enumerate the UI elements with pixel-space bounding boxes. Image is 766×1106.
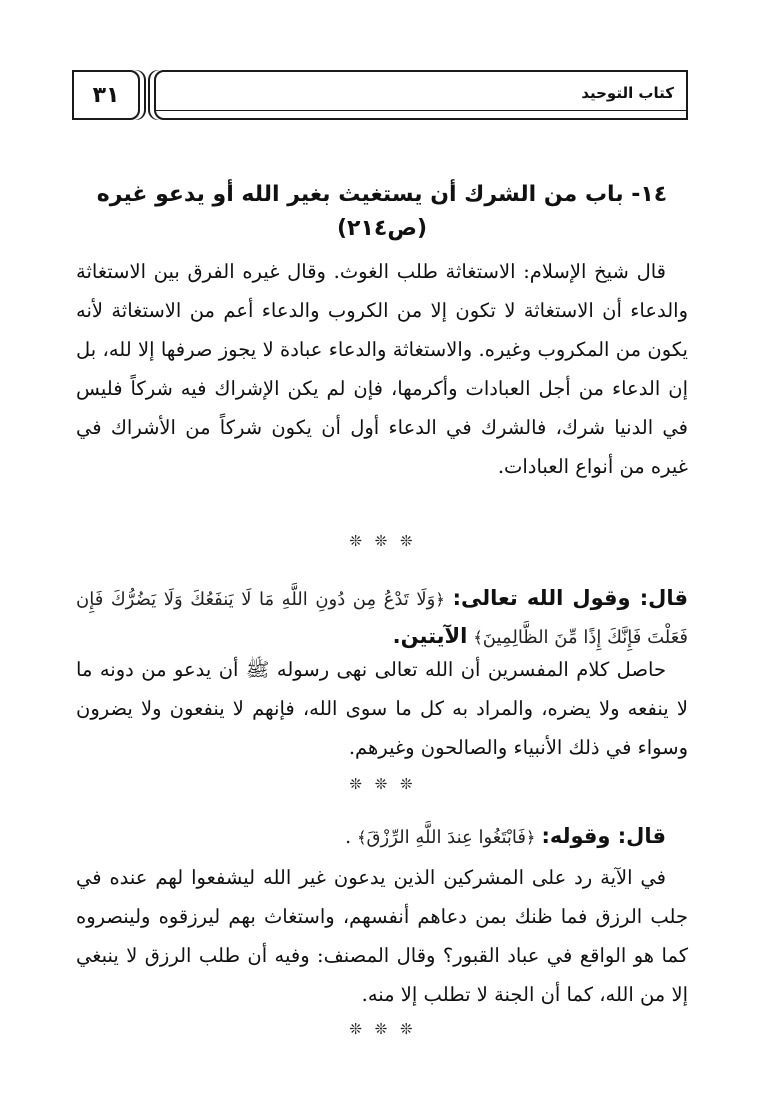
page-number-box xyxy=(72,70,140,120)
section2-quote-line xyxy=(76,580,688,656)
section3-verse: فَابْتَغُوا عِندَ اللَّهِ الرِّزْقَ xyxy=(366,827,527,848)
section3-suffix: . xyxy=(345,826,352,848)
section2-body xyxy=(76,650,688,767)
section2-paragraph: حاصل كلام المفسرين أن الله تعالى نهى رسوله ﷺ أن يدعو من دونه ما لا ينفعه ولا يضره، والمراد به كل ما سوى الله، فإنهم لا ينفعون ولا يضرون وسواء في ذلك الأنبياء والصالحون وغيرهم. xyxy=(76,658,688,759)
section2-quote xyxy=(76,580,688,656)
chapter-heading xyxy=(76,178,688,246)
verse-open-bracket: ﴿ xyxy=(435,590,445,609)
chapter-heading-line2: (ص٢١٤) xyxy=(336,216,427,241)
separator-3: ❊ ❊ ❊ xyxy=(349,1020,417,1038)
running-title: كتاب التوحيد xyxy=(581,84,674,102)
section3-paragraph: في الآية رد على المشركين الذين يدعون غير الله ليشفعوا لهم عنده في جلب الرزق فما ظنك بمن دعاهم أنفسهم، واستغاث بهم ليرزقوه ولينصروه كما هو الواقع في عباد القبور؟ وقال المصنف: وفيه أن طلب الرزق لا ينبغي إلا من الله، كما أن الجنة لا تطلب إلا منه. xyxy=(76,866,688,1006)
section3-label: قال: وقوله: xyxy=(541,824,666,848)
section1-paragraph: قال شيخ الإسلام: الاستغاثة طلب الغوث. وقال غيره الفرق بين الاستغاثة والدعاء أن الاستغاثة لا تكون إلا من الكروب والدعاء أعم من الاستغاثة لأنه يكون من المكروب وغيره. والاستغاثة والدعاء عبادة لا يجوز صرفها إلا لله، بل إن الدعاء من أجل العبادات وأكرمها، فإن لم يكن الإشراك فيه شركاً فليس في الدنيا شرك، فالشرك في الدعاء أول أن يكون شركاً من الأشراك في غيره من أنواع العبادات. xyxy=(76,260,688,478)
section1 xyxy=(76,252,688,486)
separator-2: ❊ ❊ ❊ xyxy=(349,775,417,793)
running-header xyxy=(72,70,688,120)
page-number: ٣١ xyxy=(92,82,120,108)
section2-verse: وَلَا تَدْعُ مِن دُونِ اللَّهِ مَا لَا يَنفَعُكَ وَلَا يَضُرُّكَ فَإِن فَعَلْتَ فَإِنَّكَ إِذًا مِّنَ الظَّالِمِينَ xyxy=(76,589,688,648)
verse-open-bracket: ﴿ xyxy=(526,828,536,847)
header-rule xyxy=(156,110,686,111)
chapter-heading-line1: ١٤- باب من الشرك أن يستغيث بغير الله أو يدعو غيره xyxy=(96,182,668,207)
verse-close-bracket: ﴾ xyxy=(357,828,367,847)
verse-close-bracket: ﴾ xyxy=(473,628,483,647)
section3-body xyxy=(76,858,688,1014)
section3-quote-line xyxy=(76,818,688,856)
separator-1: ❊ ❊ ❊ xyxy=(349,532,417,550)
section2-suffix: الآيتين. xyxy=(392,624,468,648)
section2-label: قال: وقول الله تعالى: xyxy=(452,586,688,610)
running-title-box xyxy=(154,70,688,120)
section3-quote xyxy=(76,818,688,856)
